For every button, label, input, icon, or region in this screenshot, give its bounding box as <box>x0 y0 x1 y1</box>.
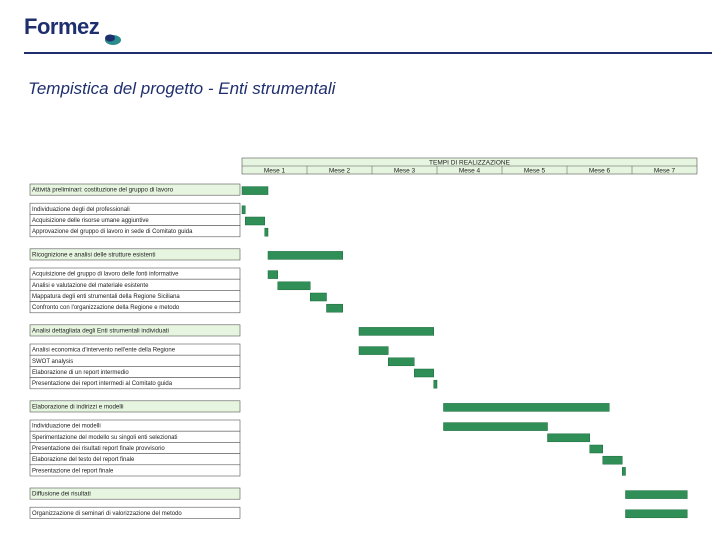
task-bar <box>245 217 265 225</box>
task-label: Analisi economica d'intervento nell'ente della Regione <box>32 347 176 354</box>
task-label: Presentazione dei report intermedi al Comitato guida <box>32 381 173 388</box>
task-bar <box>278 282 311 290</box>
task-bar <box>622 467 625 475</box>
task-label: Sperimentazione del modello su singoli enti selezionati <box>32 434 178 441</box>
month-label: Mese 5 <box>523 167 546 175</box>
phase-label: Elaborazione di indirizzi e modelli <box>32 403 124 411</box>
task-label: Individuazione degli del professionali <box>32 206 130 213</box>
task-label: Elaborazione di un report intermedio <box>32 370 129 376</box>
month-label: Mese 3 <box>393 167 416 175</box>
task-bar <box>603 456 623 464</box>
task-bar <box>434 380 437 388</box>
task-bar <box>359 347 388 355</box>
task-label: Analisi e valutazione del materiale esistente <box>32 282 149 289</box>
task-bar <box>327 304 343 312</box>
month-label: Mese 2 <box>328 167 351 175</box>
phase-bar <box>444 403 610 411</box>
task-label: Individuazione dei modelli <box>32 423 101 430</box>
task-label: Elaborazione del testo del report finale <box>32 457 135 464</box>
task-label: Presentazione del report finale <box>32 468 114 475</box>
month-label: Mese 6 <box>588 167 611 175</box>
task-label: Acquisizione del gruppo di lavoro delle fonti informative <box>32 271 179 278</box>
page-title: Tempistica del progetto - Enti strumentali <box>28 79 336 98</box>
task-bar <box>388 358 414 366</box>
logo-text: Formez <box>24 14 100 39</box>
month-label: Mese 7 <box>653 167 676 175</box>
phase-label: Diffusione dei risultati <box>32 490 91 498</box>
task-label: SWOT analysis <box>32 358 74 365</box>
phase-bar <box>268 251 343 259</box>
timeline-header-title: TEMPI DI REALIZZAZIONE <box>429 159 510 167</box>
phase-bar <box>359 327 434 335</box>
task-label: Approvazione del gruppo di lavoro in sede di Comitato guida <box>32 229 193 236</box>
task-bar <box>548 434 590 442</box>
month-label: Mese 1 <box>263 167 286 175</box>
task-bar <box>590 445 603 453</box>
task-bar <box>626 510 688 518</box>
task-label: Confronto con l'organizzazione della Regione e metodo <box>32 305 180 312</box>
task-label: Organizzazione di seminari di valorizzazione del metodo <box>32 510 182 517</box>
task-bar <box>310 293 326 301</box>
month-label: Mese 4 <box>458 167 481 175</box>
task-label: Acquisizione delle risorse umane aggiuntive <box>32 218 149 224</box>
task-bar <box>444 423 548 431</box>
phase-label: Analisi dettagliata degli Enti strumentali individuati <box>32 327 169 335</box>
phase-label: Ricognizione e analisi delle strutture esistenti <box>32 251 156 259</box>
phase-bar <box>242 187 268 195</box>
task-bar <box>265 228 268 236</box>
task-bar <box>242 206 245 214</box>
phase-label: Attività preliminari: costituzione del gruppo di lavoro <box>32 186 174 194</box>
phase-bar <box>626 491 688 499</box>
task-bar <box>414 369 434 377</box>
task-label: Presentazione dei risultati report finale provvisorio <box>32 446 165 452</box>
task-label: Mappatura degli enti strumentali della Regione Siciliana <box>32 294 180 300</box>
task-bar <box>268 271 278 279</box>
